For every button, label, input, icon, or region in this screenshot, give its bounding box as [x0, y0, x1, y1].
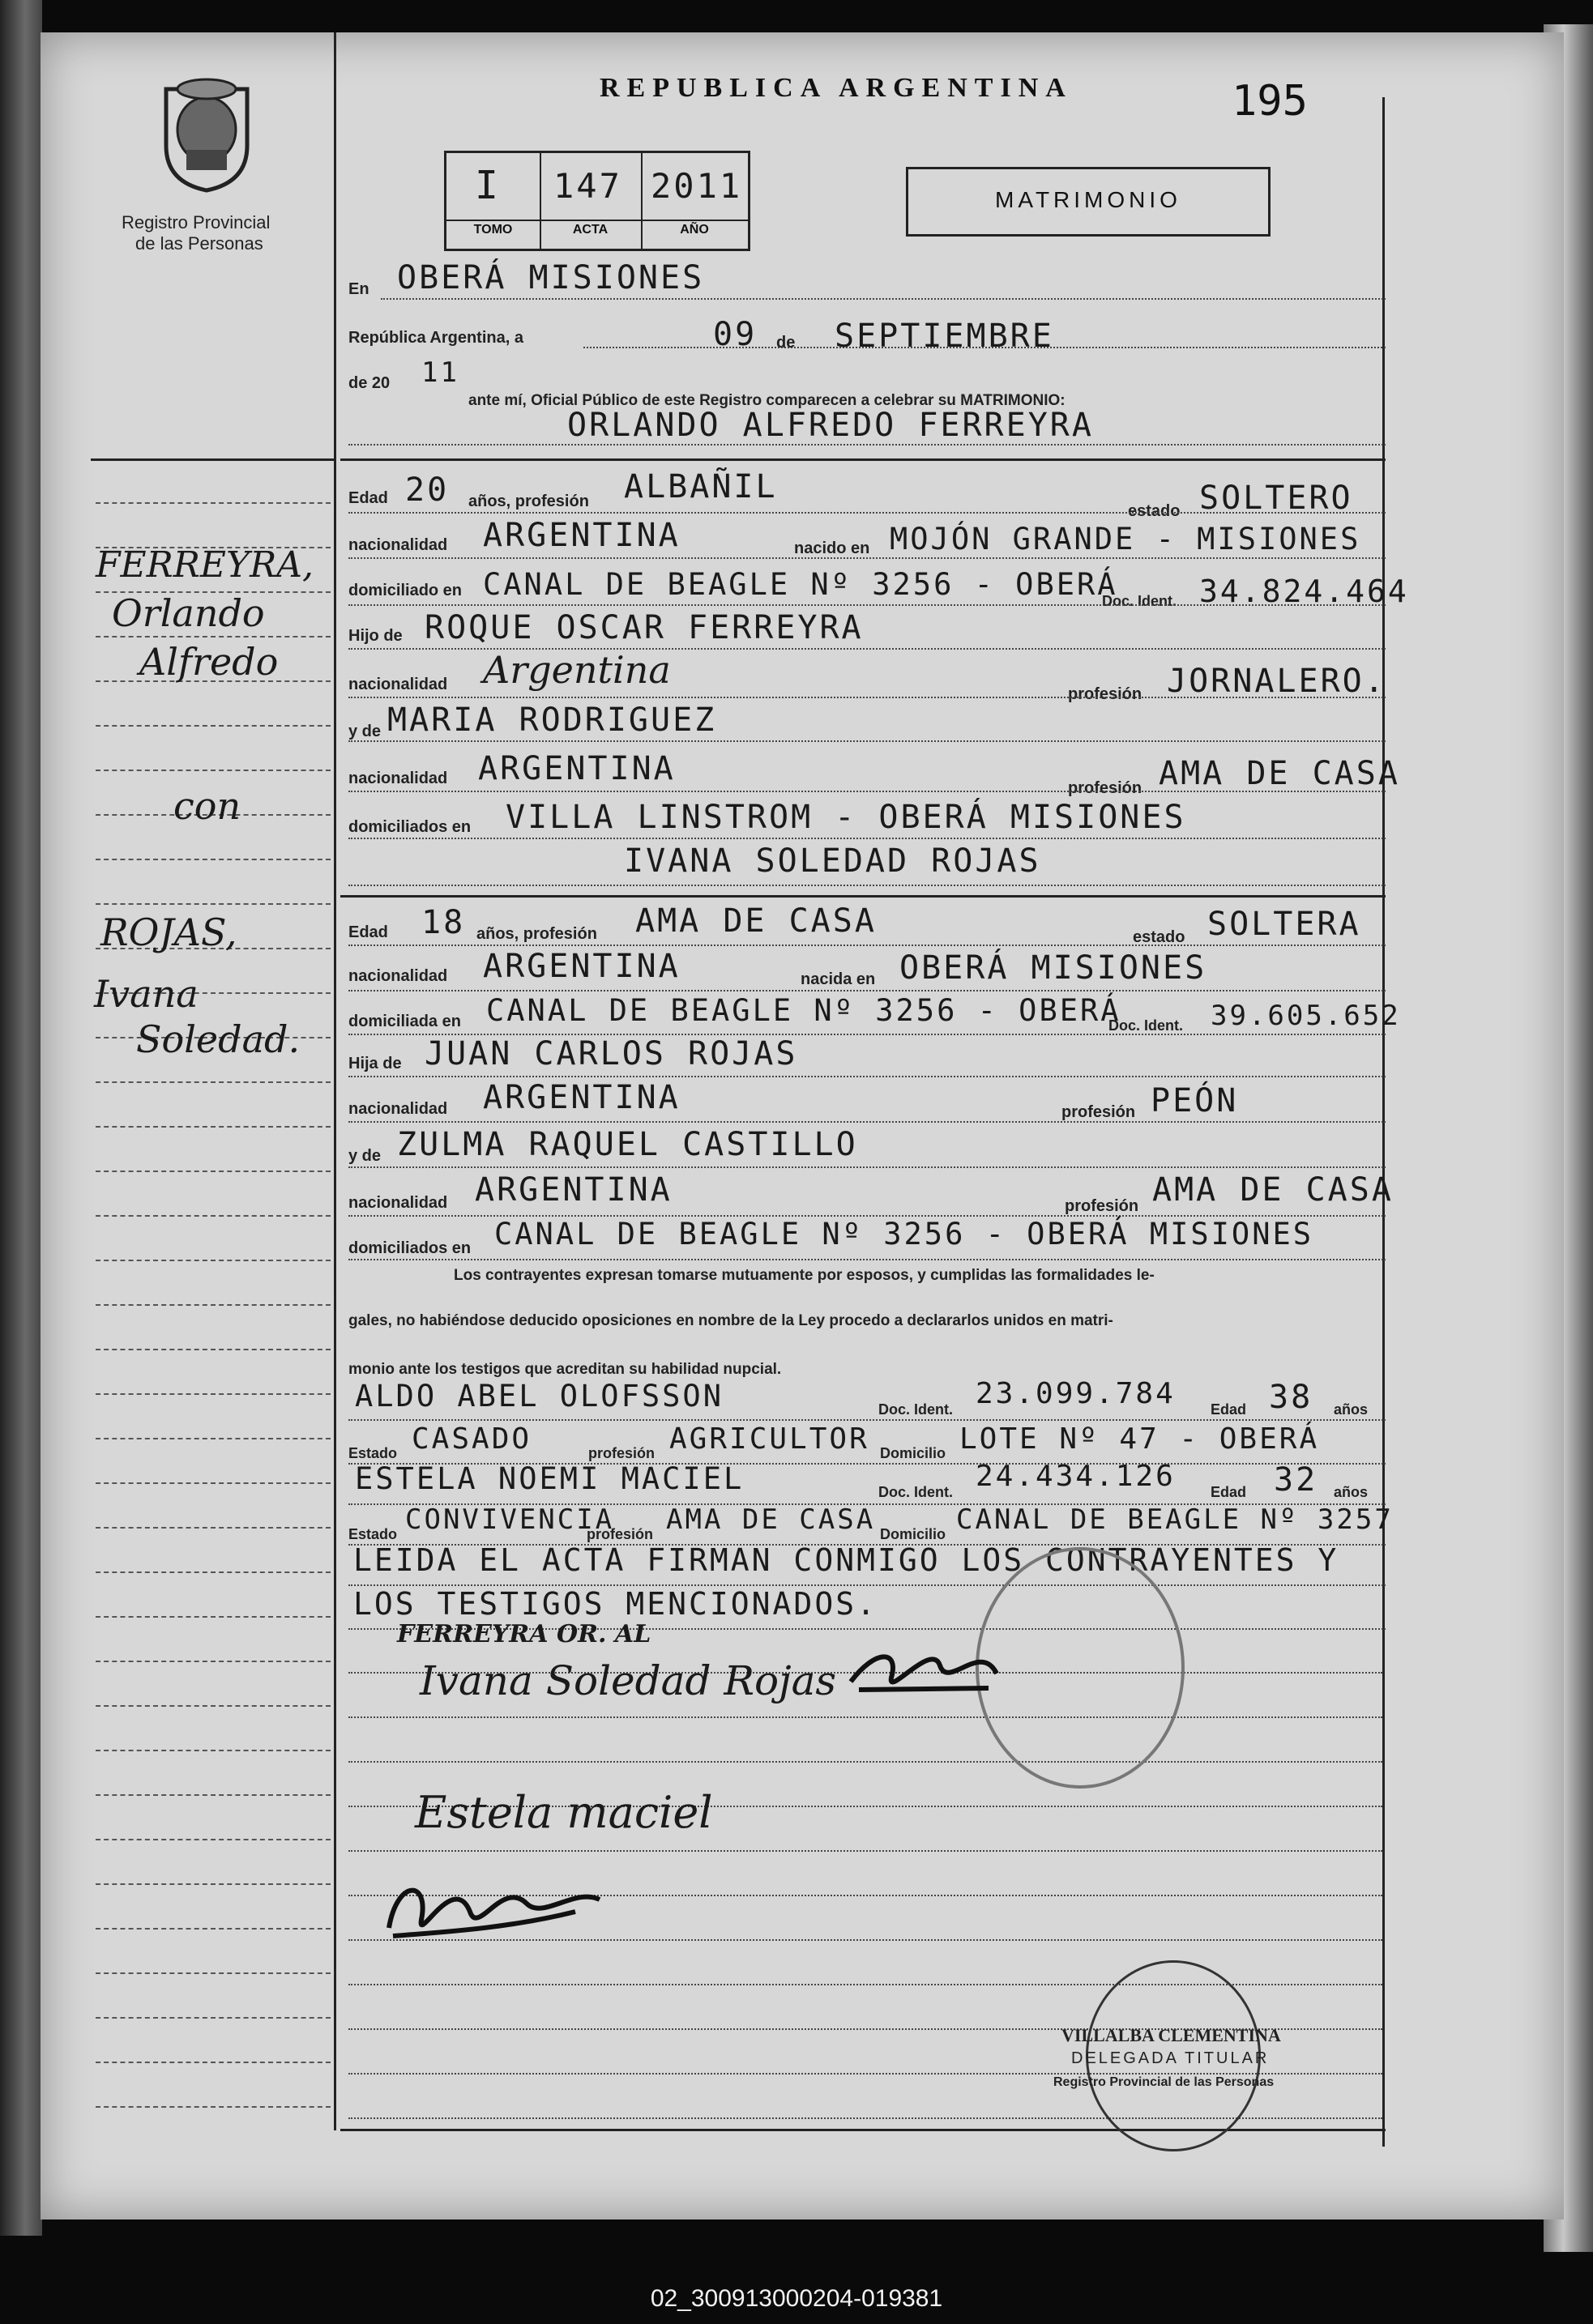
groom-full-name: ORLANDO ALFREDO FERREYRA — [567, 407, 1094, 444]
margin-ruled-line — [96, 1081, 331, 1083]
witness1-estado: CASADO — [412, 1422, 532, 1456]
intro-day: 09 — [713, 316, 758, 353]
margin-ruled-line — [96, 1616, 331, 1618]
republica-label: República Argentina, a — [348, 329, 523, 347]
witness2-anios-label: años — [1334, 1484, 1369, 1500]
groom-signature: FERREYRA OR. AL — [397, 1620, 651, 1648]
groom-domicilio: CANAL DE BEAGLE Nº 3256 - OBERÁ — [483, 567, 1118, 602]
groom-padre-prof: JORNALERO. — [1167, 663, 1386, 700]
groom-dom-label: domiciliado en — [348, 582, 463, 599]
groom-madre-nac: ARGENTINA — [478, 750, 676, 787]
bride-padre-prof-label: profesión — [1061, 1103, 1136, 1121]
bride-madre: ZULMA RAQUEL CASTILLO — [397, 1126, 858, 1163]
witness2-doc: 24.434.126 — [976, 1460, 1176, 1493]
margin-separator — [91, 458, 334, 461]
margin-ruled-line — [96, 1883, 331, 1885]
witness1-doc: 23.099.784 — [976, 1377, 1176, 1410]
bride-madre-nac: ARGENTINA — [475, 1171, 673, 1209]
groom-estado: SOLTERO — [1199, 480, 1353, 517]
witness2-domicilio: CANAL DE BEAGLE Nº 3257 — [956, 1503, 1394, 1536]
witness1-profesion: AGRICULTOR — [669, 1422, 869, 1456]
witness2-estado: CONVIVENCIA — [405, 1503, 615, 1536]
bride-anios-label: años, profesión — [476, 925, 597, 943]
registry-name-line2: de las Personas — [135, 233, 263, 254]
bride-padres-dom: CANAL DE BEAGLE Nº 3256 - OBERÁ MISIONES — [494, 1217, 1314, 1252]
groom-padre-prof-label: profesión — [1068, 685, 1142, 703]
bride-domicilio: CANAL DE BEAGLE Nº 3256 - OBERÁ — [486, 993, 1121, 1028]
official-seal-stamp — [976, 1547, 1185, 1789]
closing-line2: LOS TESTIGOS MENCIONADOS. — [353, 1586, 878, 1622]
margin-ruled-line — [96, 1304, 331, 1306]
groom-madre-nac-label: nacionalidad — [348, 770, 448, 787]
margin-ruled-line — [96, 2017, 331, 2019]
groom-madre-prof: AMA DE CASA — [1159, 755, 1400, 792]
bride-edad-label: Edad — [348, 923, 388, 941]
bride-padre: JUAN CARLOS ROJAS — [425, 1035, 798, 1072]
bride-yde-label: y de — [348, 1147, 382, 1165]
groom-anios-label: años, profesión — [468, 493, 589, 510]
intro-place: OBERÁ MISIONES — [397, 259, 705, 296]
groom-madre-prof-label: profesión — [1068, 779, 1142, 797]
margin-ruled-line — [96, 1260, 331, 1261]
signature-ruled-line — [348, 1850, 1382, 1852]
margin-ruled-line — [96, 770, 331, 771]
groom-nacido-en: MOJÓN GRANDE - MISIONES — [890, 522, 1361, 556]
image-caption: 02_300913000204-019381 — [650, 2285, 943, 2312]
margin-ruled-line — [96, 636, 331, 638]
witness1-doc-label: Doc. Ident. — [878, 1401, 954, 1418]
bride-nacionalidad: ARGENTINA — [483, 948, 681, 985]
tomo-value: I — [475, 163, 501, 208]
margin-ruled-line — [96, 859, 331, 860]
margin-groom-line2: Orlando — [112, 591, 265, 635]
signature-ruled-line — [348, 1761, 1382, 1763]
witness2-prof-label: profesión — [587, 1526, 654, 1542]
anio-value: 2011 — [651, 166, 743, 206]
margin-ruled-line — [96, 1661, 331, 1662]
en-label: En — [348, 280, 369, 298]
ante-text: ante mí, Oficial Público de este Registro comparecen a celebrar su MATRIMONIO: — [468, 392, 1066, 409]
groom-estado-label: estado — [1128, 502, 1181, 520]
witness2-signature: Estela maciel — [415, 1787, 713, 1838]
bride-nacida-label: nacida en — [801, 970, 876, 988]
margin-ruled-line — [96, 1438, 331, 1439]
bride-initials-scribble — [843, 1633, 1005, 1706]
margin-bride-line1: ROJAS, — [100, 910, 237, 954]
groom-padre-nac: Argentina — [483, 648, 671, 692]
margin-ruled-line — [96, 502, 331, 504]
witness1-estado-label: Estado — [348, 1445, 398, 1461]
groom-padre: ROQUE OSCAR FERREYRA — [425, 609, 864, 646]
margin-ruled-line — [96, 725, 331, 727]
acta-label: ACTA — [572, 223, 609, 237]
bride-doc-label: Doc. Ident. — [1108, 1017, 1184, 1034]
groom-padre-nac-label: nacionalidad — [348, 676, 448, 693]
margin-groom-line1: FERREYRA, — [96, 544, 314, 586]
declaration-line1: Los contrayentes expresan tomarse mutuamente por esposos, y cumplidas las formalidades le- — [454, 1267, 1155, 1284]
margin-ruled-line — [96, 1482, 331, 1484]
margin-ruled-line — [96, 1750, 331, 1751]
groom-yde-label: y de — [348, 723, 382, 740]
margin-ruled-line — [96, 1928, 331, 1930]
groom-nacionalidad: ARGENTINA — [483, 517, 681, 554]
witness1-prof-label: profesión — [588, 1445, 656, 1461]
margin-con: con — [173, 784, 241, 828]
bride-estado: SOLTERA — [1207, 906, 1361, 943]
margin-ruled-line — [96, 2106, 331, 2108]
margin-ruled-line — [96, 1171, 331, 1172]
margin-ruled-line — [96, 1126, 331, 1128]
groom-nac-label: nacionalidad — [348, 536, 448, 554]
bride-estado-label: estado — [1133, 928, 1185, 946]
margin-ruled-line — [96, 1527, 331, 1529]
witness2-doc-label: Doc. Ident. — [878, 1484, 954, 1500]
witness2-dom-label: Domicilio — [880, 1526, 946, 1542]
margin-ruled-line — [96, 1349, 331, 1350]
bride-doc: 39.605.652 — [1211, 1000, 1401, 1032]
bride-padre-nac: ARGENTINA — [483, 1079, 681, 1116]
bride-dom-label: domiciliada en — [348, 1013, 461, 1030]
margin-ruled-line — [96, 1794, 331, 1796]
groom-padres-dom-label: domiciliados en — [348, 818, 472, 836]
bride-padres-dom-label: domiciliados en — [348, 1239, 472, 1257]
record-id-box — [444, 151, 750, 251]
groom-nacido-label: nacido en — [794, 539, 870, 557]
official-name: VILLALBA CLEMENTINA — [1061, 2025, 1281, 2045]
official-role: DELEGADA TITULAR — [1071, 2049, 1270, 2067]
margin-bride-line2: Ivana — [94, 972, 199, 1016]
margin-bride-line3: Soledad. — [136, 1017, 301, 1061]
groom-edad-label: Edad — [348, 489, 388, 507]
book-spine — [0, 0, 42, 2236]
witness2-name: ESTELA NOEMI MACIEL — [355, 1461, 745, 1496]
margin-ruled-line — [96, 903, 331, 905]
bride-padre-nac-label: nacionalidad — [348, 1100, 448, 1118]
record-type: MATRIMONIO — [995, 187, 1181, 212]
groom-doc: 34.824.464 — [1199, 574, 1409, 609]
margin-ruled-line — [96, 1571, 331, 1573]
witness1-domicilio: LOTE Nº 47 - OBERÁ — [959, 1422, 1320, 1456]
groom-hijo-label: Hijo de — [348, 627, 403, 645]
groom-edad: 20 — [405, 471, 450, 509]
bride-signature: Ivana Soledad Rojas — [420, 1657, 837, 1704]
acta-value: 147 — [553, 166, 622, 206]
witness2-estado-label: Estado — [348, 1526, 398, 1542]
margin-ruled-line — [96, 1972, 331, 1974]
registry-name-line1: Registro Provincial — [122, 212, 271, 232]
closing-line1: LEIDA EL ACTA FIRMAN CONMIGO LOS CONTRAYENTES Y — [353, 1542, 1339, 1578]
groom-madre: MARIA RODRIGUEZ — [387, 701, 717, 739]
bride-full-name: IVANA SOLEDAD ROJAS — [624, 842, 1041, 880]
signature-ruled-line — [348, 1716, 1382, 1718]
intro-de-label: de — [776, 334, 796, 352]
margin-groom-line3: Alfredo — [139, 640, 279, 684]
bride-padre-prof: PEÓN — [1151, 1082, 1239, 1119]
margin-ruled-line — [96, 1839, 331, 1840]
declaration-line3: monio ante los testigos que acreditan su habilidad nupcial. — [348, 1361, 782, 1378]
year-prefix: de 20 — [348, 374, 391, 392]
bride-nacida-en: OBERÁ MISIONES — [899, 949, 1207, 987]
witness1-edad: 38 — [1269, 1379, 1313, 1416]
intro-month: SEPTIEMBRE — [835, 318, 1054, 355]
groom-bride-separator — [340, 895, 1386, 898]
bride-nac-label: nacionalidad — [348, 967, 448, 985]
groom-padres-dom: VILLA LINSTROM - OBERÁ MISIONES — [506, 799, 1186, 836]
intro-separator — [340, 458, 1386, 461]
witness1-signature-scribble — [381, 1855, 608, 1952]
witness1-anios-label: años — [1334, 1401, 1369, 1418]
declaration-line2: gales, no habiéndose deducido oposiciones en nombre de la Ley procedo a declararlos unidos en matri- — [348, 1312, 1113, 1329]
bride-madre-prof-label: profesión — [1065, 1197, 1139, 1215]
margin-ruled-line — [96, 2062, 331, 2063]
margin-ruled-line — [96, 1705, 331, 1707]
bride-madre-prof: AMA DE CASA — [1152, 1171, 1394, 1209]
tomo-label: TOMO — [473, 223, 513, 237]
witness1-dom-label: Domicilio — [880, 1445, 946, 1461]
witness2-profesion: AMA DE CASA — [666, 1503, 876, 1536]
bride-profesion: AMA DE CASA — [635, 902, 877, 940]
official-org: Registro Provincial de las Personas — [1053, 2075, 1275, 2089]
page-number: 195 — [1232, 77, 1308, 126]
record-type-box — [906, 167, 1271, 237]
bride-madre-nac-label: nacionalidad — [348, 1194, 448, 1212]
bride-hija-label: Hija de — [348, 1055, 402, 1072]
registry-seal-icon — [150, 73, 263, 194]
witness2-edad: 32 — [1274, 1461, 1318, 1499]
groom-profesion: ALBAÑIL — [624, 468, 778, 505]
year-suffix: 11 — [421, 356, 459, 389]
witness1-name: ALDO ABEL OLOFSSON — [355, 1379, 724, 1414]
witness2-edad-label: Edad — [1211, 1484, 1247, 1500]
bride-edad: 18 — [421, 904, 466, 941]
country-title: REPUBLICA ARGENTINA — [600, 73, 1073, 103]
groom-doc-label: Doc. Ident. — [1102, 593, 1177, 609]
margin-ruled-line — [96, 1393, 331, 1395]
margin-column-divider — [334, 32, 336, 2130]
witness1-edad-label: Edad — [1211, 1401, 1247, 1418]
anio-label: AÑO — [680, 223, 709, 237]
margin-ruled-line — [96, 1215, 331, 1217]
